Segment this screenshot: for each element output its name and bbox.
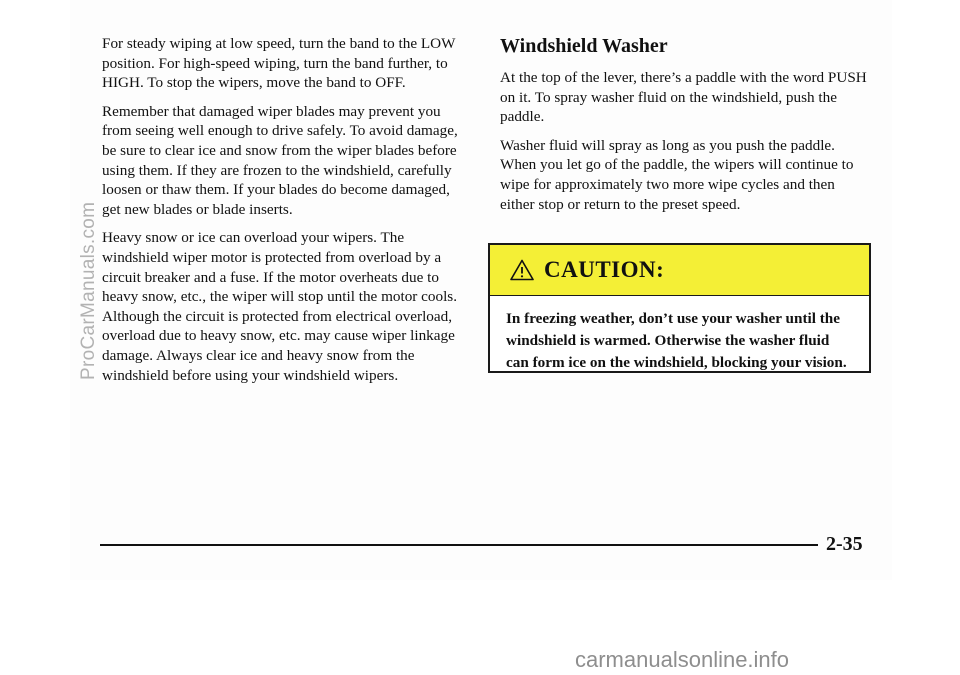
paragraph-paddle: At the top of the lever, there’s a paddle with the word PUSH on it. To spray washer fluid on the windshield, push the paddle. xyxy=(500,69,867,126)
caution-title: CAUTION: xyxy=(544,257,665,282)
caution-body: In freezing weather, don’t use your washer until the windshield is warmed. Otherwise the washer fluid can form ice on the windshield, blocking your vision. xyxy=(506,310,847,371)
page-number: 2-35 xyxy=(826,533,863,555)
side-watermark: ProCarManuals.com xyxy=(78,201,99,380)
right-column xyxy=(500,34,870,223)
paragraph-washer-fluid: Washer fluid will spray as long as you push the paddle. When you let go of the paddle, the wipers will continue to wipe for approximately two more wipe cycles and then either stop or return to the preset speed. xyxy=(500,136,854,213)
bottom-watermark: carmanualsonline.info xyxy=(575,647,790,672)
section-heading: Windshield Washer xyxy=(500,35,668,57)
left-column xyxy=(102,34,470,394)
caution-box xyxy=(488,243,871,373)
paragraph-overload: Heavy snow or ice can overload your wipers. The windshield wiper motor is protected from overload by a circuit breaker and a fuse. If the motor overheats due to heavy snow, etc., the wiper will stop until the motor cools. Although the circuit is protected from electrical overload, overload due to heavy snow, etc. may cause wiper linkage damage. Always clear ice and heavy snow from the windshield before using your windshield wipers. xyxy=(102,229,458,384)
caution-header xyxy=(490,245,869,296)
warning-triangle-icon xyxy=(510,259,534,281)
paragraph-damaged-blades: Remember that damaged wiper blades may prevent you from seeing well enough to drive safely. To avoid damage, be sure to clear ice and snow from the wiper blades before using them. If they are frozen to the windshield, carefully loosen or thaw them. If your blades do become damaged, get new blades or blade inserts. xyxy=(102,102,458,218)
paragraph-wiper-speed: For steady wiping at low speed, turn the band to the LOW position. For high-speed wiping, turn the band further, to HIGH. To stop the wipers, move the band to OFF. xyxy=(102,35,456,92)
footer-rule xyxy=(100,544,818,546)
